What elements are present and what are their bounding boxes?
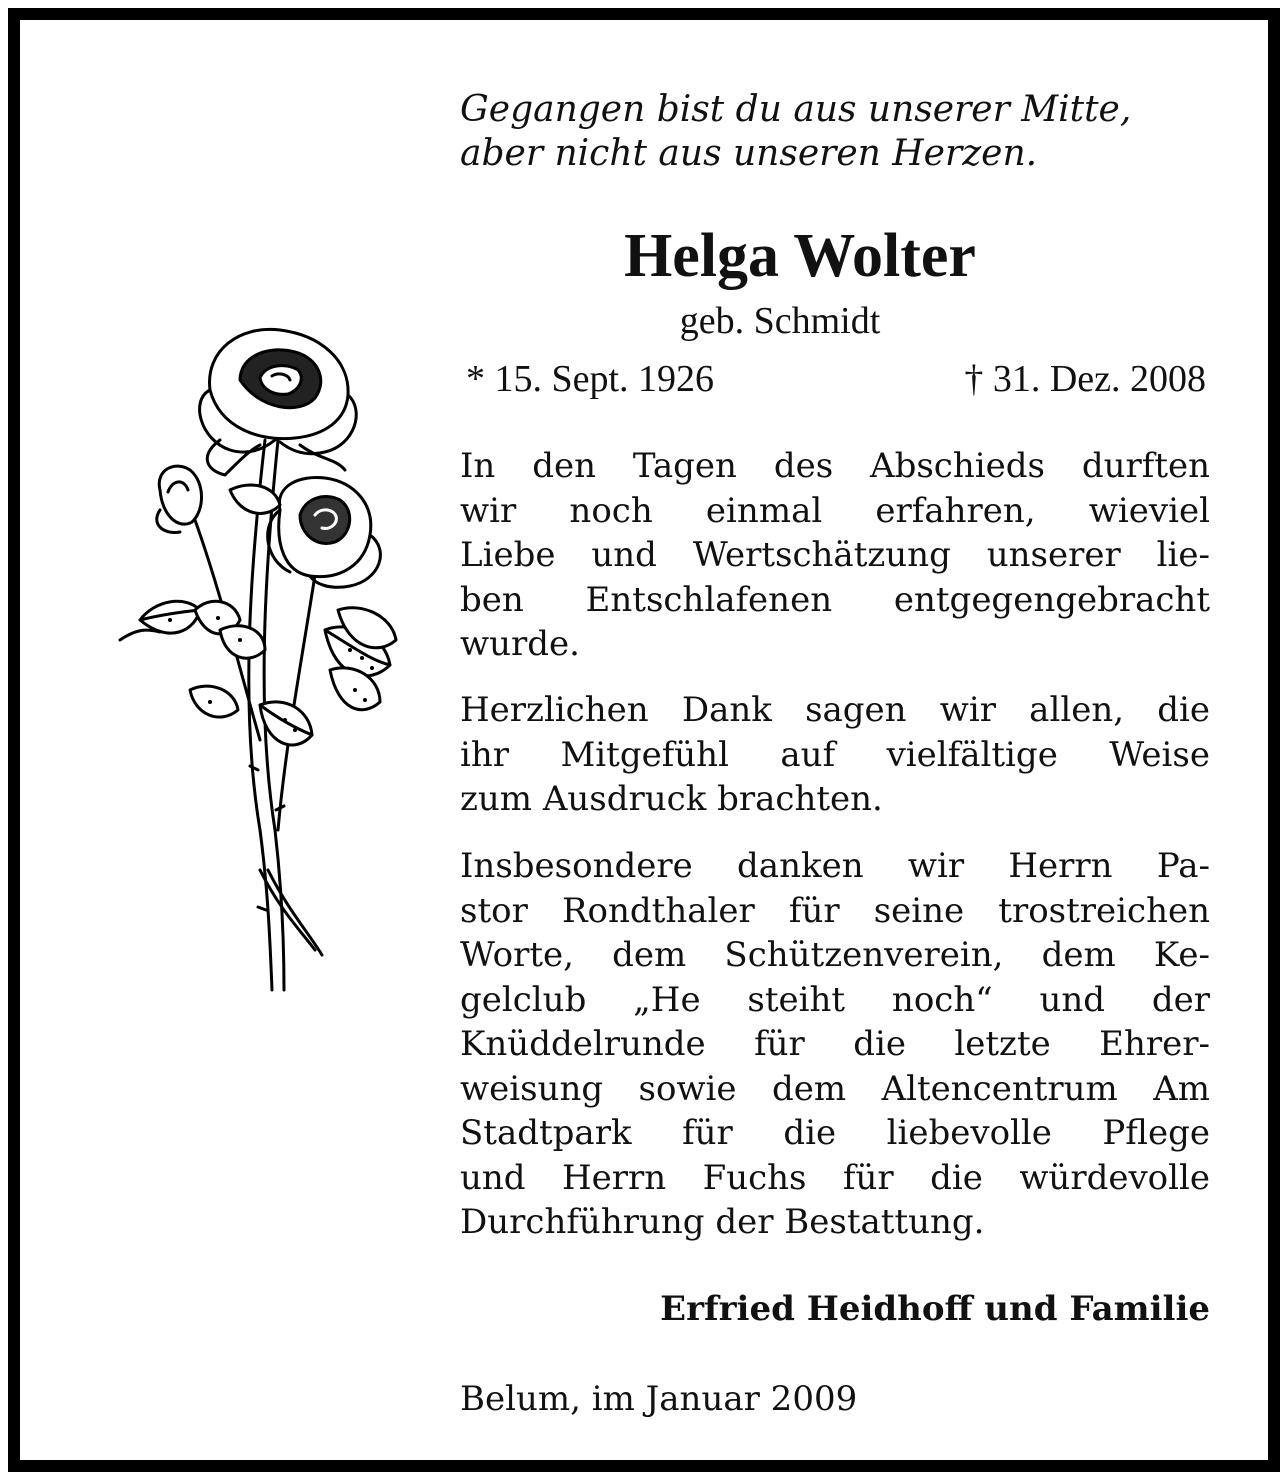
text-line: Stadtpark für die liebevolle Pflege [460, 1113, 1210, 1153]
rose-bouquet-icon [100, 310, 430, 1000]
text-line: Knüddelrunde für die letzte Ehrer- [460, 1024, 1210, 1064]
text-line: gelclub „He steiht noch“ und der [460, 979, 1210, 1020]
text-line: ihr Mitgefühl auf vielfältige Weise [460, 734, 1210, 775]
place-and-date: Belum, im Januar 2009 [460, 1379, 858, 1419]
paragraph-thanks [460, 688, 1210, 822]
maiden-name: geb. Schmidt [679, 300, 881, 342]
text-line: und Herrn Fuchs für die würdevolle [460, 1157, 1210, 1198]
text-line: ben Entschlafenen entgegengebracht [460, 579, 1210, 620]
birth-date: * 15. Sept. 1926 [466, 358, 715, 400]
text-line: Herzlichen Dank sagen wir allen, die [460, 690, 1210, 730]
motto-line: Gegangen bist du aus unserer Mitte, [460, 89, 1132, 130]
text-line: wir noch einmal erfahren, wieviel [460, 490, 1210, 531]
obituary-notice [8, 8, 1280, 1472]
text-line: weisung sowie dem Altencentrum Am [460, 1068, 1210, 1109]
text-line: Worte, dem Schützenverein, dem Ke- [460, 935, 1210, 975]
motto-quote [460, 88, 1220, 176]
text-line: Insbesondere danken wir Herrn Pa- [460, 846, 1210, 886]
text-line: zum Ausdruck brachten. [460, 779, 883, 819]
paragraph-special-thanks [460, 844, 1210, 1245]
text-line: Durchführung der Bestattung. [460, 1202, 985, 1242]
motto-line: aber nicht aus unseren Herzen. [460, 133, 1038, 174]
text-line: In den Tagen des Abschieds durften [460, 446, 1210, 486]
death-date: † 31. Dez. 2008 [964, 358, 1206, 400]
text-line: Liebe und Wertschätzung unserer lie- [460, 535, 1210, 575]
signature: Erfried Heidhoff und Familie [660, 1289, 1210, 1329]
paragraph-farewell [460, 444, 1210, 667]
text-line: stor Rondthaler für seine trostreichen [460, 890, 1210, 931]
text-line: wurde. [460, 624, 580, 664]
deceased-name: Helga Wolter [624, 222, 976, 290]
